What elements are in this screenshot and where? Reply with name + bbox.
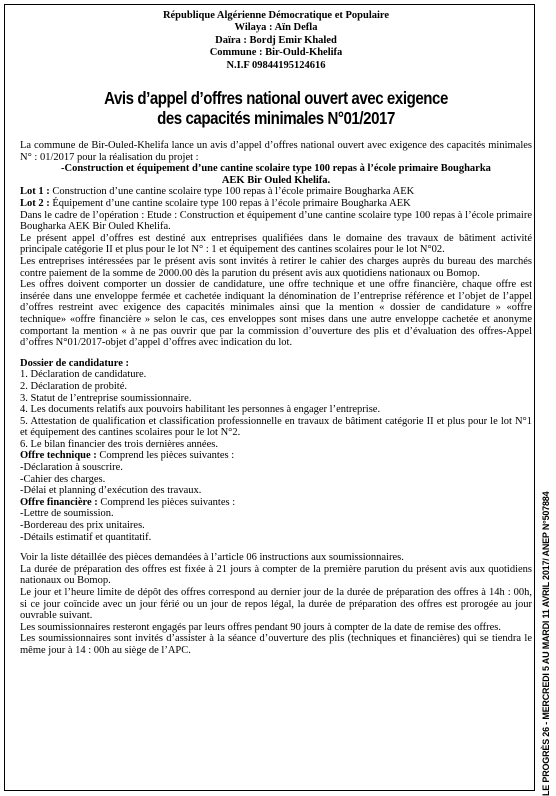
financiere-item: -Lettre de soumission. (20, 508, 114, 520)
header-wilaya: Wilaya : Aïn Defla (234, 22, 318, 34)
header-republic: République Algérienne Démocratique et Populaire (162, 10, 390, 21)
title-line-1: Avis d’appel d’offres national ouvert avec exigence (104, 88, 448, 109)
eligibility-paragraph: Le présent appel d’offres est destiné aux entreprises qualifiées dans le domaine des travaux de bâtiment activité principale catégorie II et plus pour le lot N° : 1 et équipement des cantines scolaires pour le lot N°02. (20, 232, 532, 256)
title-line-2: des capacités minimales N°01/2017 (157, 108, 395, 129)
lot-2-label: Lot 2 : (20, 198, 50, 209)
financiere-item: -Bordereau des prix unitaires. (20, 520, 145, 532)
financiere-heading (20, 497, 532, 509)
project-line-2: AEK Bir Ouled Khelifa. (221, 174, 331, 186)
withdrawal-paragraph: Les entreprises intéressées par le présent avis sont invités à retirer le cahier des charges auprès du bureau des marchés contre paiement de la somme de 2000.00 dès la parution du présent avis aux quotidiens nationaux ou Bomop. (20, 255, 532, 279)
header-block (20, 10, 532, 72)
financiere-heading-intro: Comprend les pièces suivantes : (97, 496, 236, 508)
notice-title (35, 88, 517, 128)
dossier-item: 3. Statut de l’entreprise soumissionnaire. (20, 392, 192, 404)
lot-1 (20, 186, 532, 198)
dossier-heading-text: Dossier de candidature : (20, 357, 129, 369)
closing-paragraph: Voir la liste détaillée des pièces demandées à l’article 06 instructions aux soumissionnaires. (20, 552, 404, 564)
header-nif: N.I.F 09844195124616 (226, 59, 326, 71)
technique-item: -Délai et planning d’exécution des travaux. (20, 485, 202, 497)
technique-item: -Déclaration à souscrire. (20, 462, 123, 474)
header-commune: Commune : Bir-Ould-Khelifa (209, 47, 343, 59)
lot-2 (20, 198, 532, 210)
operation-paragraph: Dans le cadre de l’opération : Etude : Construction et équipement d’une cantine scolaire type 100 repas à l’école primaire Bougharka AEK Bir Ouled Khelifa. (20, 209, 532, 233)
closing-paragraph: Le jour et l’heure limite de dépôt des offres correspond au dernier jour de la durée de préparation des offres à 14h : 00h, si ce jour coïncide avec un jour férié ou un jour de repos légal, la durée de préparation des offres est prorogée au jour ouvrable suivant. (20, 587, 532, 622)
lot-1-label: Lot 1 : (20, 186, 50, 198)
intro-paragraph: La commune de Bir-Ouled-Khelifa lance un avis d’appel d’offres national ouvert avec exigence des capacités minimales N° : 01/2017 pour la réalisation du projet : (20, 140, 532, 163)
financiere-heading-label: Offre financière : (20, 496, 98, 508)
closing-paragraph: Les soumissionnaires resteront engagés par leurs offres pendant 90 jours à compter de la date de remise des offres. (20, 621, 502, 633)
dossier-item: 6. Le bilan financier des trois dernières années. (20, 438, 218, 450)
technique-heading (20, 450, 532, 462)
closing-paragraph: La durée de préparation des offres est fixée à 21 jours à compter de la première parution du présent avis aux quotidiens nationaux ou Bomop. (20, 563, 532, 587)
project-line-1: -Construction et équipement d’une cantine scolaire type 100 repas à l’école primaire Bougharka (61, 163, 491, 175)
dossier-item: 4. Les documents relatifs aux pouvoirs habilitant les personnes à engager l’entreprise. (20, 404, 381, 416)
dossier-heading (20, 358, 532, 370)
closing-paragraph: Les soumissionnaires sont invités d’assister à la séance d’ouverture des plis (techniques et financières) qui se tiendra le même jour à 14 : 00h au siège de l’APC. (20, 633, 532, 656)
lot-2-text: Équipement d’une cantine scolaire type 100 repas à l’école primaire Bougharka AEK (49, 198, 411, 209)
dossier-item: 1. Déclaration de candidature. (20, 369, 147, 381)
technique-heading-intro: Comprend les pièces suivantes : (96, 450, 235, 462)
lot-1-text: Construction d’une cantine scolaire type 100 repas à l’école primaire Bougharka AEK (49, 186, 415, 198)
spacer (20, 349, 532, 358)
publication-side-caption: LE PROGRÈS 26 - MERCREDI 5 AU MARDI 11 AVRIL 2017/ ANEP N°507884 (541, 491, 551, 796)
dossier-item: 2. Déclaration de probité. (20, 380, 127, 392)
header-daira: Daïra : Bordj Emir Khaled (215, 34, 337, 46)
technique-heading-label: Offre technique : (20, 450, 97, 462)
notice-document (20, 10, 532, 657)
financiere-item: -Détails estimatif et quantitatif. (20, 531, 152, 543)
technique-item: -Cahier des charges. (20, 473, 106, 485)
spacer (20, 543, 532, 552)
dossier-item: 5. Attestation de qualification et classification professionnelle en travaux de bâtiment catégorie II et plus pour le lot N°1 et équipement des cantines scolaires pour le lot N°2. (20, 415, 532, 439)
offers-paragraph: Les offres doivent comporter un dossier de candidature, une offre technique et une offre financière, chaque offre est insérée dans une enveloppe fermée et cachetée indiquant la dénomination de l’entreprise référence et l’objet de l’appel d’offres restreint avec exigence des capacités minimales ainsi que la mention « dossier de candidature » «offre technique» «offre financière » selon le cas, ces enveloppes sont mises dans une autre enveloppe cachetée et anonyme comportant la mention « à ne pas ouvrir que par la commission d’ouverture des plis et d’évaluation des offres-Appel d’offres N°01/2017-objet d’appel d’offres avec indication du lot. (20, 279, 532, 349)
